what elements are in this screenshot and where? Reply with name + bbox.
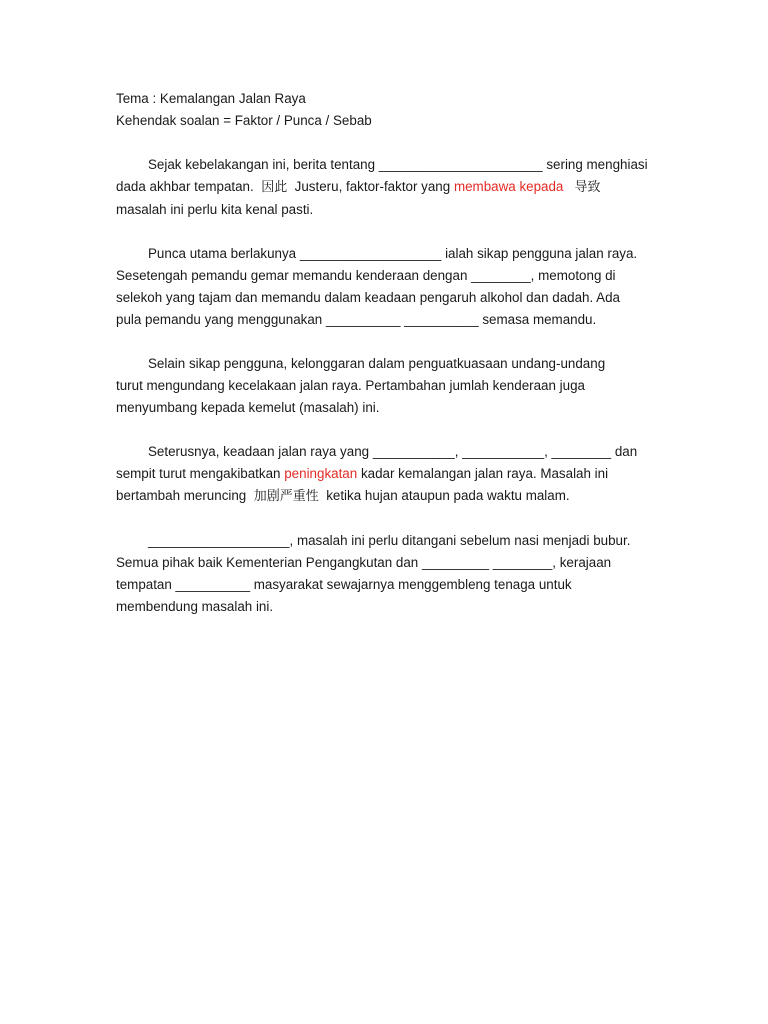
paragraph-3 [116, 353, 656, 419]
p1-chinese-note-1: 因此 [261, 180, 288, 195]
paragraph-5 [116, 530, 656, 618]
paragraph-4 [116, 441, 656, 508]
p1-chinese-note-2: 导致 [574, 180, 601, 195]
p5-line-4: membendung masalah ini. [116, 599, 274, 614]
paragraph-2 [116, 243, 656, 331]
p1-line-2 [116, 176, 656, 199]
p5-line-1: ___________________, masalah ini perlu ditangani sebelum nasi menjadi bubur. [148, 533, 631, 548]
p4-line-2 [116, 463, 656, 485]
kehendak-soalan: Kehendak soalan = Faktor / Punca / Sebab [116, 113, 372, 128]
p4-line-3 [116, 485, 656, 508]
p1-highlight-phrase: membawa kepada [453, 179, 564, 194]
p2-line-2: Sesetengah pemandu gemar memandu kenderaan dengan ________, memotong di [116, 268, 616, 283]
p3-line-3: menyumbang kepada kemelut (masalah) ini. [116, 400, 380, 415]
p4-line-3-text-b: ketika hujan ataupun pada waktu malam. [326, 488, 570, 503]
p1-line-2-text-b: Justeru, faktor-faktor yang [294, 179, 451, 194]
p5-line-3: tempatan __________ masyarakat sewajarnya menggembleng tenaga untuk [116, 577, 572, 592]
p4-line-1: Seterusnya, keadaan jalan raya yang ___________, ___________, ________ dan [148, 444, 638, 459]
p1-line-1: Sejak kebelakangan ini, berita tentang ______________________ sering menghiasi [148, 157, 648, 172]
p1-line-2-text-a: dada akhbar tempatan. [116, 179, 254, 194]
p4-line-2-text-a: sempit turut mengakibatkan [116, 466, 281, 481]
p3-line-2: turut mengundang kecelakaan jalan raya. Pertambahan jumlah kenderaan juga [116, 378, 585, 393]
p5-line-2: Semua pihak baik Kementerian Pengangkutan dan _________ ________, kerajaan [116, 555, 612, 570]
p4-line-2-text-b: kadar kemalangan jalan raya. Masalah ini [360, 466, 609, 481]
p4-chinese-note: 加剧严重性 [253, 489, 319, 504]
p2-line-1: Punca utama berlakunya ___________________ ialah sikap pengguna jalan raya. [148, 246, 638, 261]
p4-highlight-word: peningkatan [284, 466, 358, 481]
p4-line-3-text-a: bertambah meruncing [116, 488, 247, 503]
p3-line-1: Selain sikap pengguna, kelonggaran dalam penguatkuasaan undang-undang [148, 356, 606, 371]
paragraph-1 [116, 154, 656, 221]
p1-line-3: masalah ini perlu kita kenal pasti. [116, 202, 314, 217]
p2-line-3: selekoh yang tajam dan memandu dalam keadaan pengaruh alkohol dan dadah. Ada [116, 290, 621, 305]
tema-heading: Tema : Kemalangan Jalan Raya [116, 91, 306, 106]
p2-line-4: pula pemandu yang menggunakan __________ __________ semasa memandu. [116, 312, 597, 327]
document-page [116, 88, 656, 618]
